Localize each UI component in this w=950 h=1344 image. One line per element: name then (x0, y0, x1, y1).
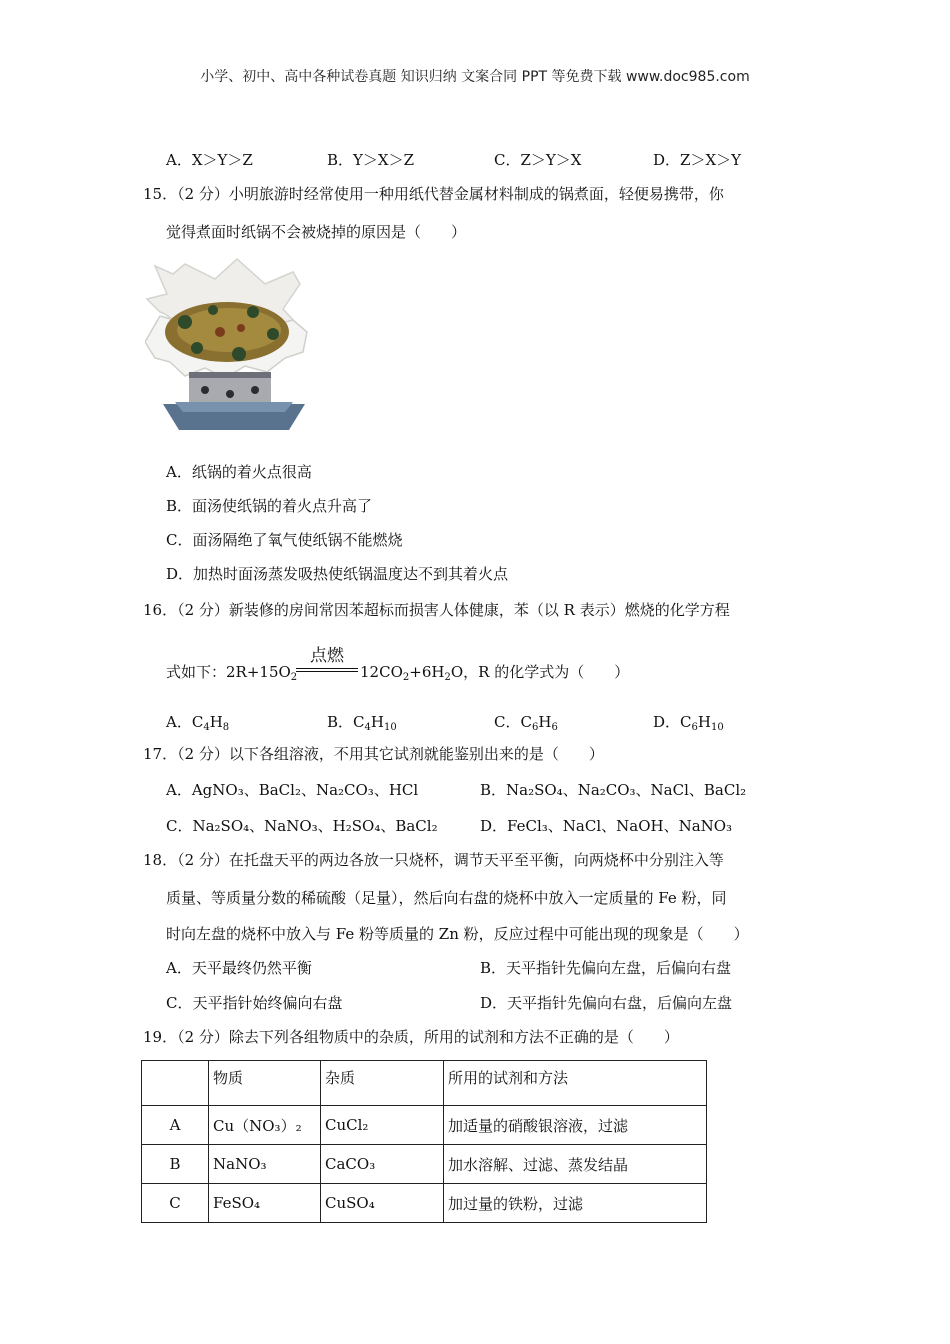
table-cell: CuCl₂ (321, 1106, 444, 1145)
q18-option-b: B．天平指针先偏向左盘，后偏向右盘 (480, 959, 732, 977)
q17-option-d: D．FeCl₃、NaCl、NaOH、NaNO₃ (480, 817, 733, 835)
reaction-condition (296, 646, 358, 672)
q15-stem-line2: 觉得煮面时纸锅不会被烧掉的原因是（ ） (166, 223, 467, 241)
table-header-row (142, 1061, 707, 1106)
table-cell: C (142, 1184, 209, 1223)
table-header-cell (142, 1061, 209, 1106)
table-header-cell: 杂质 (321, 1061, 444, 1106)
table-cell: A (142, 1106, 209, 1145)
q18-option-d: D．天平指针先偏向右盘，后偏向左盘 (480, 994, 733, 1012)
q16-option-b: B．$C_4H_{10}$ (327, 713, 397, 733)
q18-stem-line3: 时向左盘的烧杯中放入与 Fe 粉等质量的 Zn 粉，反应过程中可能出现的现象是（ ） (166, 925, 749, 943)
q14-option-b: B．Y＞X＞Z (327, 151, 415, 169)
q16-equation-products: $12CO_2+6H_2O$，R 的化学式为（ ） (360, 663, 630, 683)
table-row (142, 1145, 707, 1184)
q14-option-a: A．X＞Y＞Z (166, 151, 253, 169)
table-cell: B (142, 1145, 209, 1184)
q17-option-c: C．Na₂SO₄、NaNO₃、H₂SO₄、BaCl₂ (166, 817, 438, 835)
paper-pot-photo (145, 254, 325, 434)
q18-option-a: A．天平最终仍然平衡 (166, 959, 312, 977)
q15-option-a: A．纸锅的着火点很高 (166, 463, 312, 481)
table-cell: 加适量的硝酸银溶液，过滤 (444, 1106, 707, 1145)
q17-option-a: A．AgNO₃、BaCl₂、Na₂CO₃、HCl (166, 781, 419, 799)
table-cell: NaNO₃ (209, 1145, 321, 1184)
q14-option-d: D．Z＞X＞Y (653, 151, 742, 169)
q19-table (141, 1060, 707, 1223)
q18-option-c: C．天平指针始终偏向右盘 (166, 994, 343, 1012)
reaction-arrow (296, 668, 358, 672)
table-cell: CaCO₃ (321, 1145, 444, 1184)
q15-option-d: D．加热时面汤蒸发吸热使纸锅温度达不到其着火点 (166, 565, 509, 583)
reaction-condition-label: 点燃 (310, 646, 344, 666)
q15-option-b: B．面汤使纸锅的着火点升高了 (166, 497, 373, 515)
table-row (142, 1184, 707, 1223)
q16-option-c: C．$C_6H_6$ (494, 713, 558, 733)
q16-option-d: D．$C_6H_{10}$ (653, 713, 724, 733)
q18-stem-line2: 质量、等质量分数的稀硫酸（足量），然后向右盘的烧杯中放入一定质量的 Fe 粉，同 (166, 889, 727, 907)
q17-option-b: B．Na₂SO₄、Na₂CO₃、NaCl、BaCl₂ (480, 781, 747, 799)
table-cell: 加水溶解、过滤、蒸发结晶 (444, 1145, 707, 1184)
table-cell: FeSO₄ (209, 1184, 321, 1223)
table-cell: CuSO₄ (321, 1184, 444, 1223)
table-cell: 加过量的铁粉，过滤 (444, 1184, 707, 1223)
q14-option-c: C．Z＞Y＞X (494, 151, 582, 169)
q16-equation-reactants: 式如下：$2R+15O_2$ (166, 663, 298, 683)
q15-option-c: C．面汤隔绝了氧气使纸锅不能燃烧 (166, 531, 403, 549)
q19-stem: 19．（2 分）除去下列各组物质中的杂质，所用的试剂和方法不正确的是（ ） (143, 1028, 679, 1046)
q18-stem-line1: 18．（2 分）在托盘天平的两边各放一只烧杯，调节天平至平衡，向两烧杯中分别注入等 (143, 851, 724, 869)
page-header: 小学、初中、高中各种试卷真题 知识归纳 文案合同 PPT 等免费下载 www.doc985.com (200, 69, 750, 85)
q16-option-a: A．$C_4H_8$ (166, 713, 230, 733)
q16-stem-line1: 16．（2 分）新装修的房间常因苯超标而损害人体健康，苯（以 R 表示）燃烧的化学方程 (143, 601, 730, 619)
table-header-cell: 所用的试剂和方法 (444, 1061, 707, 1106)
table-header-cell: 物质 (209, 1061, 321, 1106)
table-row (142, 1106, 707, 1145)
table-cell: Cu（NO₃）₂ (209, 1106, 321, 1145)
q15-stem-line1: 15．（2 分）小明旅游时经常使用一种用纸代替金属材料制成的锅煮面，轻便易携带，你 (143, 185, 724, 203)
q17-stem: 17．（2 分）以下各组溶液，不用其它试剂就能鉴别出来的是（ ） (143, 745, 604, 763)
